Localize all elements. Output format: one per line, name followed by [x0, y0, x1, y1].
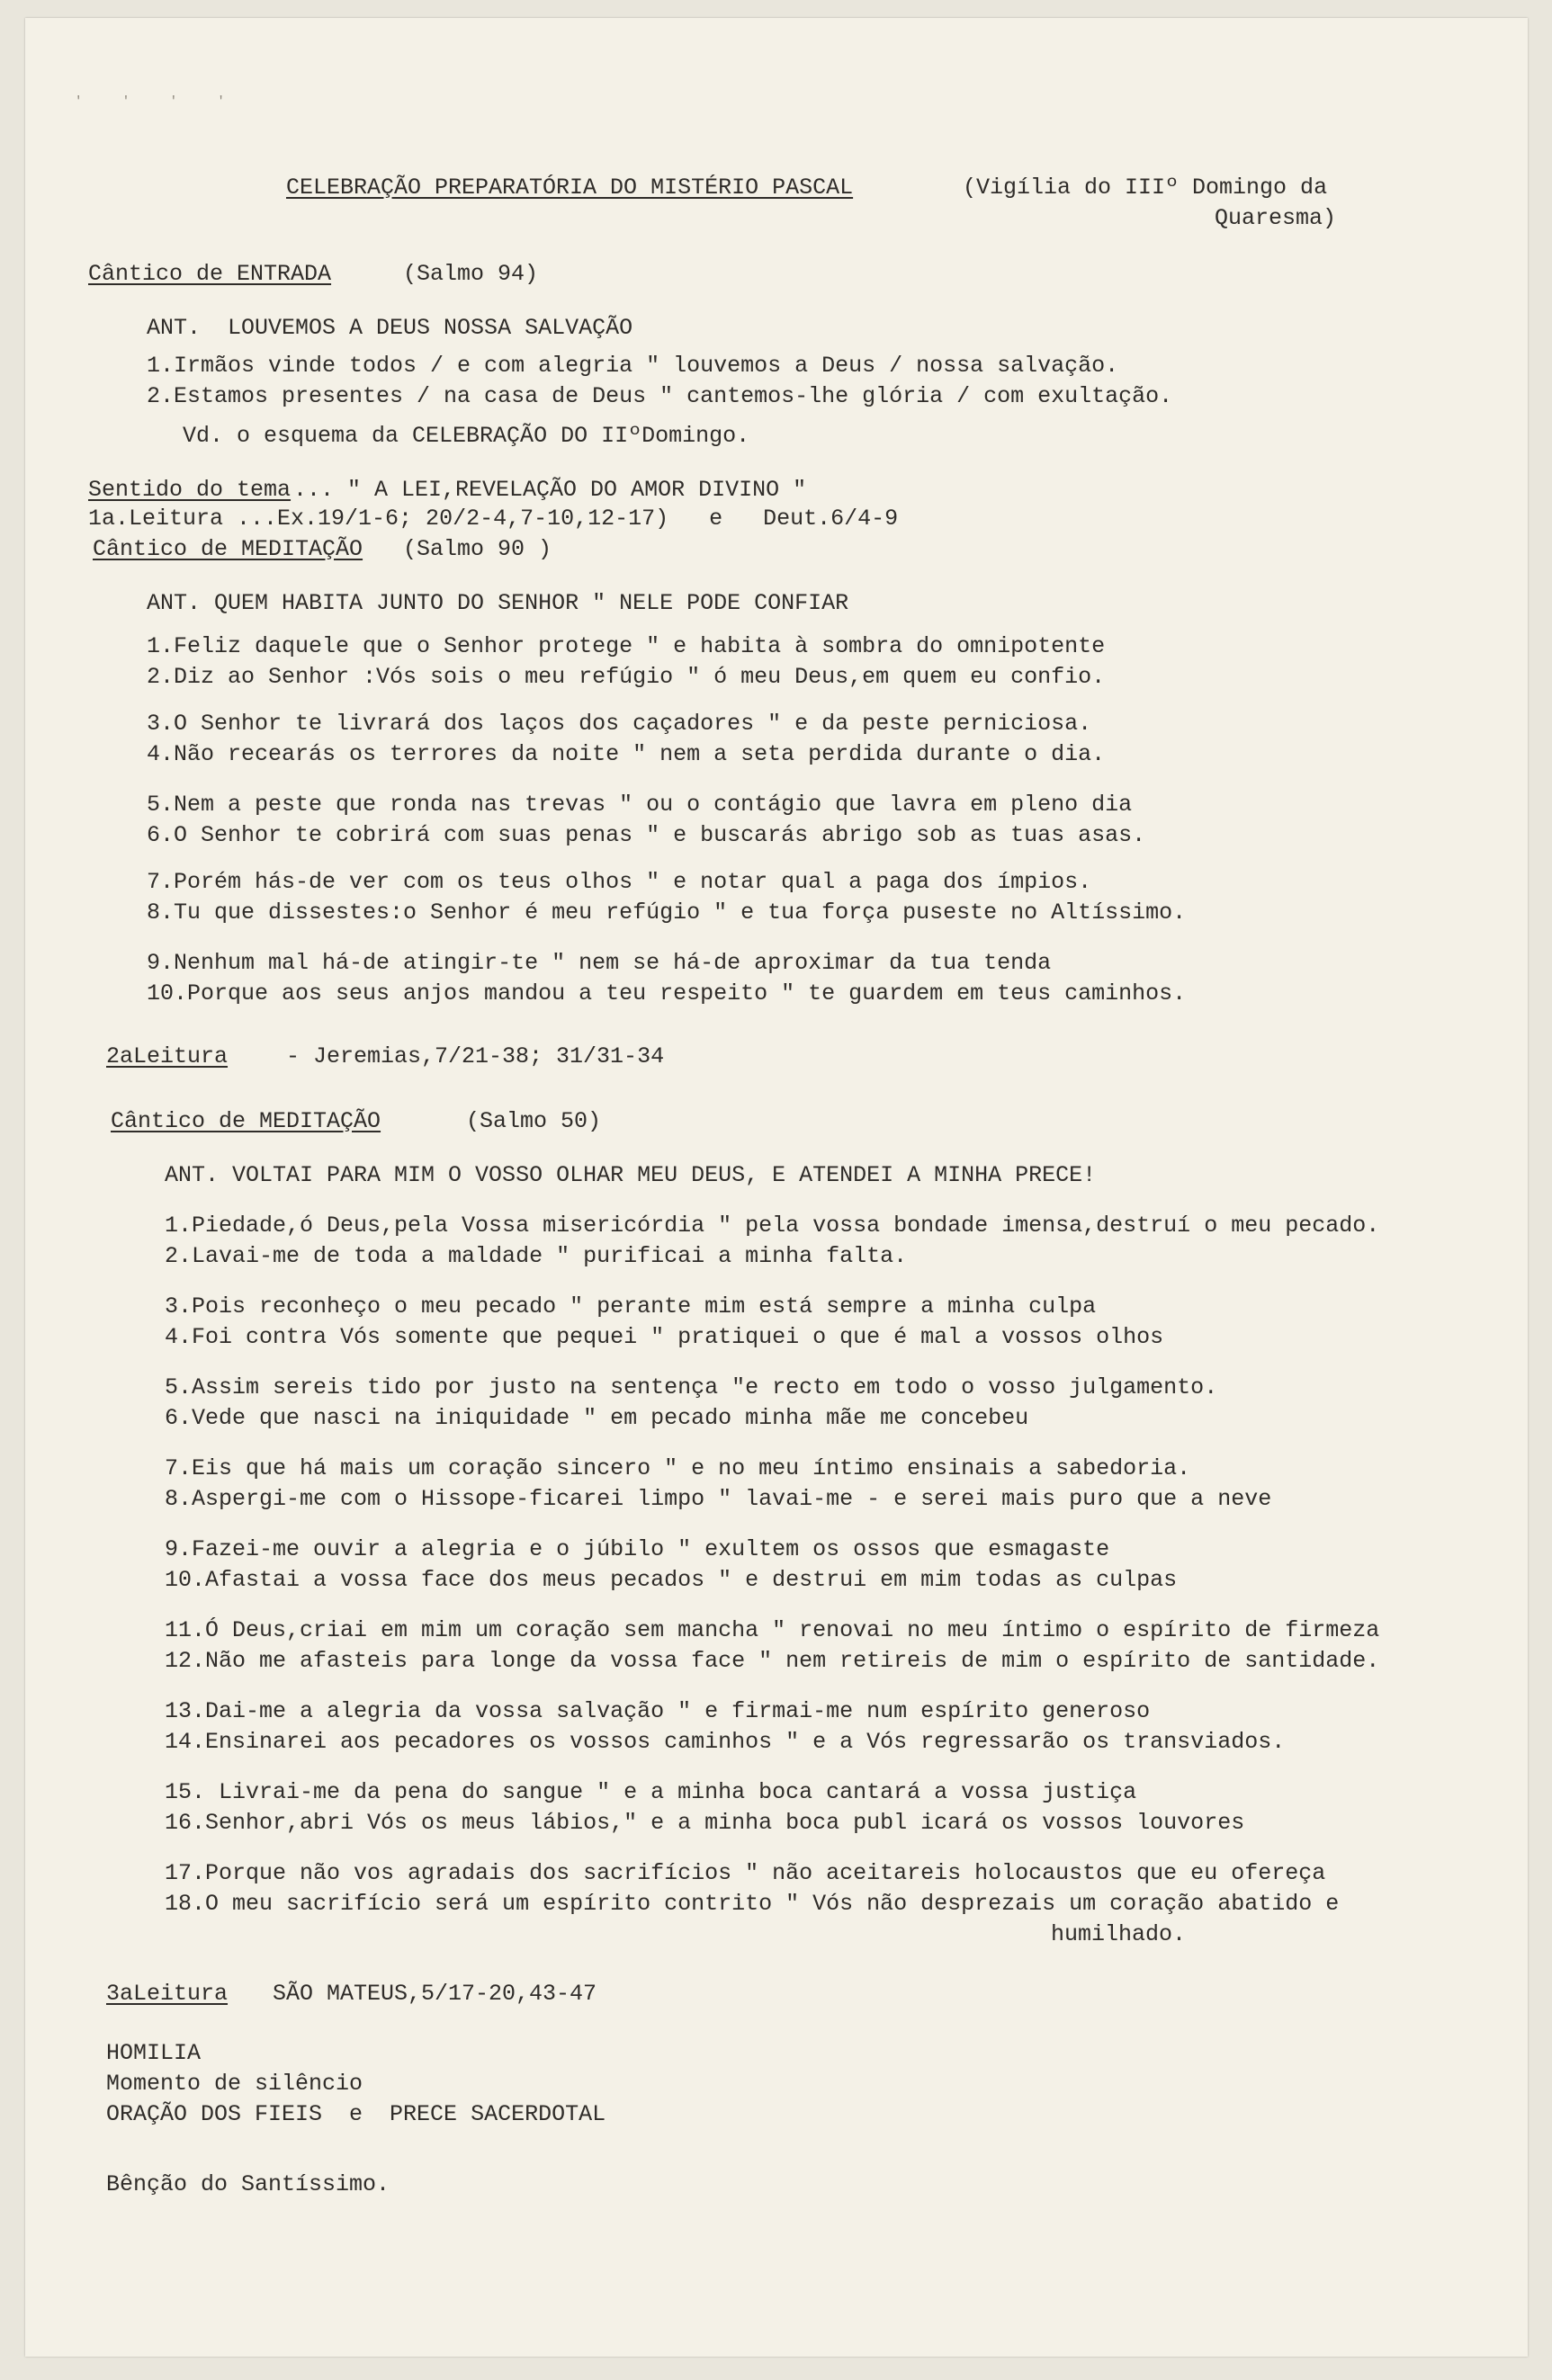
theme-text: ... " A LEI,REVELAÇÃO DO AMOR DIVINO ": [293, 477, 807, 503]
meditation2-psalm: (Salmo 50): [466, 1108, 602, 1134]
meditation1-line: 6.O Senhor te cobrirá com suas penas " e buscarás abrigo sob as tuas asas.: [147, 822, 1146, 848]
document-subtitle-line1: (Vigília do IIIº Domingo da: [963, 174, 1328, 201]
meditation2-line: 3.Pois reconheço o meu pecado " perante mim está sempre a minha culpa: [165, 1293, 1097, 1320]
meditation2-line: 4.Foi contra Vós somente que pequei " pratiquei o que é mal a vossos olhos: [165, 1324, 1164, 1350]
meditation1-line: 8.Tu que dissestes:o Senhor é meu refúgio " e tua força puseste no Altíssimo.: [147, 899, 1187, 926]
meditation2-line: 11.Ó Deus,criai em mim um coração sem mancha " renovai no meu íntimo o espírito de firmeza: [165, 1617, 1380, 1643]
closing-prayers: ORAÇÃO DOS FIEIS e PRECE SACERDOTAL: [106, 2101, 606, 2127]
paper-specks: ' ' ' ': [75, 94, 241, 109]
meditation1-line: 7.Porém hás-de ver com os teus olhos " e notar qual a paga dos ímpios.: [147, 869, 1092, 895]
meditation2-line: 16.Senhor,abri Vós os meus lábios," e a minha boca publ icará os vossos louvores: [165, 1810, 1245, 1836]
closing-silence: Momento de silêncio: [106, 2071, 363, 2097]
meditation1-line: 5.Nem a peste que ronda nas trevas " ou o contágio que lavra em pleno dia: [147, 792, 1133, 818]
meditation1-line: 9.Nenhum mal há-de atingir-te " nem se há-de aproximar da tua tenda: [147, 950, 1052, 976]
closing-homily: HOMILIA: [106, 2040, 202, 2066]
meditation2-line: 18.O meu sacrifício será um espírito contrito " Vós não desprezais um coração abatido e: [165, 1891, 1340, 1917]
meditation2-antiphon: ANT. VOLTAI PARA MIM O VOSSO OLHAR MEU DEUS, E ATENDEI A MINHA PRECE!: [165, 1162, 1097, 1188]
meditation2-line: 12.Não me afasteis para longe da vossa face " nem retireis de mim o espírito de santidade.: [165, 1648, 1380, 1674]
meditation1-heading: Cântico de MEDITAÇÃO: [93, 536, 363, 562]
meditation1-antiphon: ANT. QUEM HABITA JUNTO DO SENHOR " NELE PODE CONFIAR: [147, 590, 849, 616]
third-reading-text: SÃO MATEUS,5/17-20,43-47: [273, 1981, 597, 2007]
entrada-psalm: (Salmo 94): [403, 261, 539, 287]
meditation1-line: 3.O Senhor te livrará dos laços dos caçadores " e da peste perniciosa.: [147, 711, 1092, 737]
entrada-line: 1.Irmãos vinde todos / e com alegria " louvemos a Deus / nossa salvação.: [147, 353, 1119, 379]
entrada-heading: Cântico de ENTRADA: [88, 261, 332, 287]
first-reading: 1a.Leitura ...Ex.19/1-6; 20/2-4,7-10,12-17) e Deut.6/4-9: [88, 506, 899, 532]
meditation2-line: 10.Afastai a vossa face dos meus pecados " e destrui em mim todas as culpas: [165, 1567, 1178, 1593]
document-subtitle-line2: Quaresma): [1215, 205, 1337, 231]
second-reading-label: 2aLeitura: [106, 1043, 229, 1069]
meditation2-line: 7.Eis que há mais um coração sincero " e no meu íntimo ensinais a sabedoria.: [165, 1455, 1191, 1481]
document-title: CELEBRAÇÃO PREPARATÓRIA DO MISTÉRIO PASCAL: [286, 174, 854, 201]
meditation1-line: 4.Não recearás os terrores da noite " nem a seta perdida durante o dia.: [147, 741, 1106, 767]
meditation2-line: 2.Lavai-me de toda a maldade " purificai a minha falta.: [165, 1243, 908, 1269]
second-reading-text: - Jeremias,7/21-38; 31/31-34: [286, 1043, 665, 1069]
meditation2-line: 1.Piedade,ó Deus,pela Vossa misericórdia " pela vossa bondade imensa,destruí o meu pecado.: [165, 1212, 1380, 1239]
meditation2-line: 5.Assim sereis tido por justo na sentença "e recto em todo o vosso julgamento.: [165, 1374, 1218, 1400]
closing-blessing: Bênção do Santíssimo.: [106, 2171, 390, 2197]
meditation2-heading: Cântico de MEDITAÇÃO: [111, 1108, 381, 1134]
meditation2-line: 6.Vede que nasci na iniquidade " em pecado minha mãe me concebeu: [165, 1405, 1029, 1431]
meditation2-line: 15. Livrai-me da pena do sangue " e a minha boca cantará a vossa justiça: [165, 1779, 1137, 1805]
meditation2-line: 14.Ensinarei aos pecadores os vossos caminhos " e a Vós regressarão os transviados.: [165, 1729, 1286, 1755]
meditation1-psalm: (Salmo 90 ): [403, 536, 552, 562]
meditation2-line: 8.Aspergi-me com o Hissope-ficarei limpo " lavai-me - e serei mais puro que a neve: [165, 1486, 1272, 1512]
third-reading-label: 3aLeitura: [106, 1981, 229, 2007]
document-page: [25, 18, 1528, 2357]
entrada-line: 2.Estamos presentes / na casa de Deus " cantemos-lhe glória / com exultação.: [147, 383, 1173, 409]
meditation2-line: 9.Fazei-me ouvir a alegria e o júbilo " exultem os ossos que esmagaste: [165, 1536, 1110, 1562]
meditation2-line: 17.Porque não vos agradais dos sacrifícios " não aceitareis holocaustos que eu ofereça: [165, 1860, 1326, 1886]
meditation1-line: 10.Porque aos seus anjos mandou a teu respeito " te guardem em teus caminhos.: [147, 980, 1187, 1007]
entrada-antiphon: ANT. LOUVEMOS A DEUS NOSSA SALVAÇÃO: [147, 315, 633, 341]
meditation2-line-continuation: humilhado.: [1051, 1921, 1187, 1947]
meditation1-line: 1.Feliz daquele que o Senhor protege " e habita à sombra do omnipotente: [147, 633, 1106, 659]
entrada-note: Vd. o esquema da CELEBRAÇÃO DO IIºDomingo.: [183, 423, 750, 449]
meditation1-line: 2.Diz ao Senhor :Vós sois o meu refúgio " ó meu Deus,em quem eu confio.: [147, 664, 1106, 690]
meditation2-line: 13.Dai-me a alegria da vossa salvação " e firmai-me num espírito generoso: [165, 1698, 1151, 1724]
theme-label: Sentido do tema: [88, 477, 292, 503]
